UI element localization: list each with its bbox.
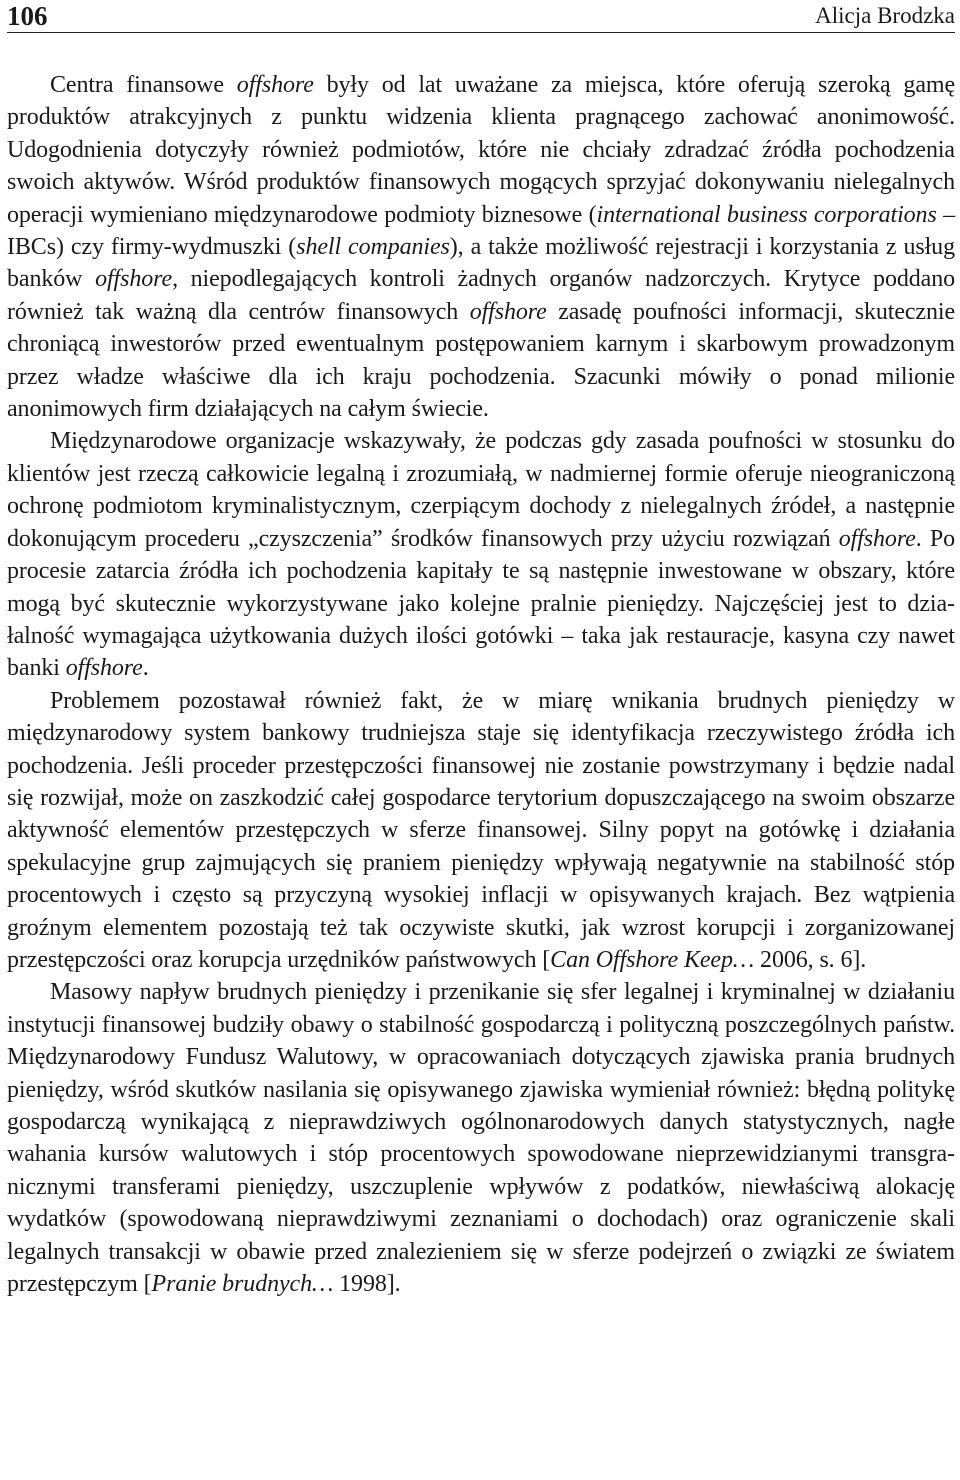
text-run: 1998]. [333, 1271, 401, 1298]
text-run: . Po procesie zatarcia źródła ich pochodzenia kapitały te są następnie inwestowane w obszary, które mogą być skutecznie wykorzystywane jako kolejne pralnie pieniędzy. Najczęściej jest to działalność wymagająca użytkowania dużych ilości gotówki – taka jak restauracje, kasyna czy nawet banki [7, 525, 956, 682]
document-page [7, 0, 955, 1300]
text-run: Problemem pozostawał również fakt, że w miarę wnikania brudnych pieniędzy w międzynarodowy system bankowy trudniejsza staje się identyfikacja rzeczywistego źródła ich pochodzenia. Jeśli proceder przestępczości finansowej nie zostanie powstrzymany i będzie nadal się rozwijał, może on zaszkodzić całej gospodarce terytorium dopuszczającego na swoim obszarze aktywność elementów przestępczych w sferze finansowej. Silny popyt na gotówkę i działania spekulacyjne grup zajmujących się praniem pieniędzy wpływają negatywnie na stabilność stóp procentowych i często są przyczyną wysokiej inflacji w opisywanych krajach. Bez wątpienia groźnym elementem pozostają też tak oczywiste skutki, jak wzrost korupcji i zorganizowanej przestępczości oraz korupcja urzędników państwowych [ [7, 687, 955, 973]
italic-term: international business corporations [596, 201, 937, 228]
italic-term: offshore [838, 525, 916, 552]
text-run: – IBCs) czy firmy-wydmuszki ( [7, 201, 955, 261]
italic-term: offshore [469, 298, 547, 325]
paragraph [7, 685, 955, 977]
text-run: . [142, 655, 149, 682]
italic-term: offshore [65, 655, 143, 682]
text-run: 2006, s. 6]. [754, 946, 867, 973]
text-run: Masowy napływ brudnych pieniędzy i przenikanie się sfer legalnej i kryminalnej w działaniu instytucji finansowej budziły obawy o stabilność gospodarczą i polityczną poszczególnych państw. Międzynarodowy Fundusz Walutowy, w opracowaniach dotyczących zjawiska prania brudnych pieniędzy, wśród skutków nasilania się opisywanego zjawiska wymieniał również: błędną politykę gospodarczą wynikającą z nieprawdziwych ogólnonarodowych danych statystycznych, nagłe wahania kursów walutowych i stóp procentowych spowodowane nieprzewidzianymi transgranicznymi transferami pieniędzy, uszczuplenie wpływów z podatków, niewłaściwą alokację wydatków (spowodowaną nieprawdziwymi zeznaniami o dochodach) oraz ograniczenie skali legalnych transakcji w obawie przed znalezieniem się w sferze podejrzeń o związki ze światem przestępczym [ [7, 979, 955, 1298]
text-run: Międzynarodowe organizacje wskazywały, że podczas gdy zasada poufności w stosunku do klientów jest rzeczą całkowicie legalną i zrozumiałą, w nadmiernej formie oferuje nieograniczoną ochronę podmiotom kryminalistycznym, czerpiącym dochody z nielegalnych źródeł, a następnie dokonującym procederu „czyszczenia” środków finansowych przy użyciu rozwiązań [7, 428, 955, 552]
paragraph [7, 976, 955, 1300]
italic-term: offshore [95, 266, 173, 293]
page-number: 106 [7, 1, 48, 31]
paragraph [7, 69, 955, 425]
italic-term: offshore [236, 72, 314, 98]
body-text [7, 69, 955, 1300]
page-header [7, 0, 955, 33]
text-run: , niepodlegających kontroli żadnych organów nadzorczych. Krytyce poddano również tak ważną dla centrów finansowych [7, 266, 955, 325]
italic-term: Can Offshore Keep… [550, 946, 755, 973]
italic-term: Pranie brudnych… [151, 1271, 334, 1298]
text-run: zasadę poufności informacji, skutecznie chroniącą inwestorów przed ewentualnym postępowaniem karnym i skarbowym prowadzonym przez władze właściwe dla ich kraju pochodzenia. Szacunki mówiły o ponad milionie anonimowych firm działających na całym świecie. [7, 298, 955, 423]
text-run: były od lat uważane za miejsca, które oferują szeroką gamę produktów atrakcyjnych z punktu widzenia klienta pragnącego zachować anonimowość. Udogodnienia dotyczyły również podmiotów, które nie chciały zdradzać źródła pochodzenia swoich aktywów. Wśród produktów finansowych mogących sprzyjać dokonywaniu nielegalnych operacji wymieniano międzynarodowe podmioty biznesowe ( [7, 72, 955, 228]
paragraph [7, 425, 955, 684]
text-run: Centra finansowe [50, 72, 237, 98]
running-head-author: Alicja Brodzka [815, 3, 955, 28]
text-run: ), a także możliwość rejestracji i korzystania z usług banków [7, 234, 955, 293]
italic-term: shell companies [296, 234, 450, 261]
